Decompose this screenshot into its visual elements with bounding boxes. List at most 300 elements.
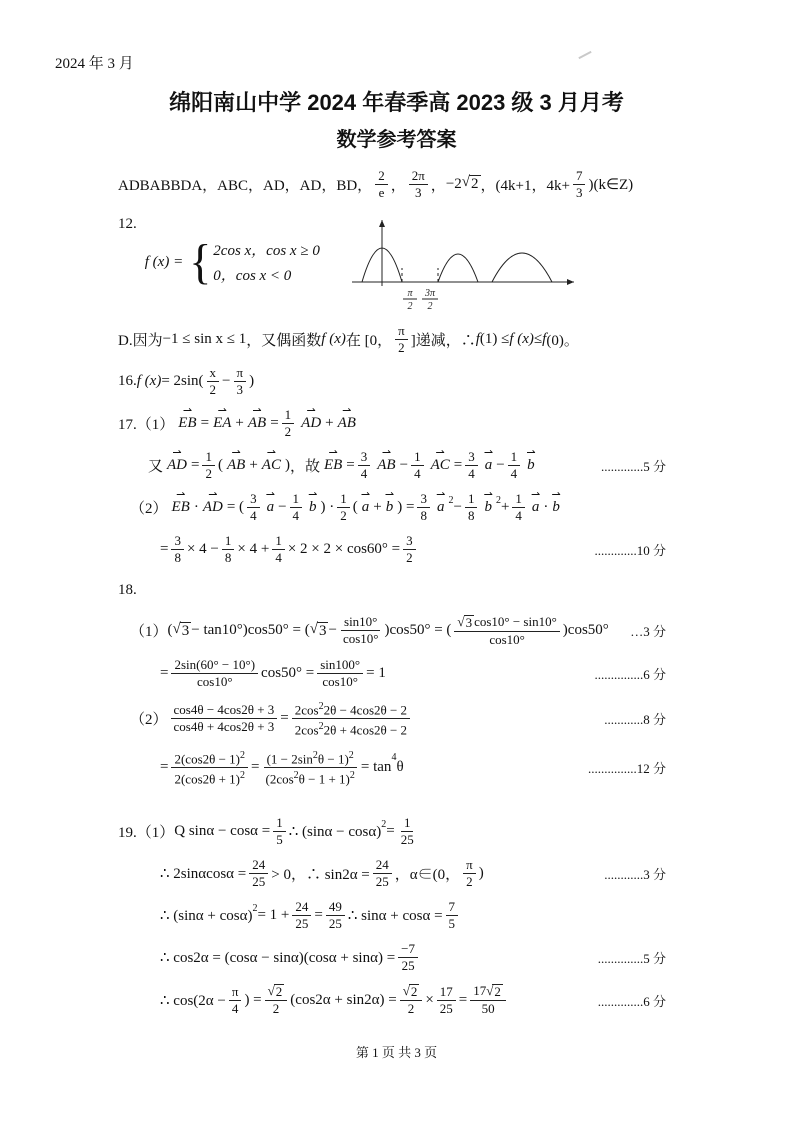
math-text: 2: [466, 874, 473, 890]
math-text: +: [235, 415, 244, 431]
denominator: [398, 832, 417, 848]
math-text: 4: [292, 508, 300, 523]
tick-label-den: 2: [407, 301, 413, 312]
fraction: [409, 168, 428, 201]
math-text: 3: [250, 491, 257, 506]
numerator: [403, 533, 416, 550]
denominator: [512, 508, 525, 524]
math-text: =: [160, 541, 169, 557]
math-text: ∴ (sinα − cosα): [288, 824, 382, 841]
fraction: [375, 168, 388, 201]
fraction: [222, 533, 235, 566]
denominator: [272, 550, 285, 566]
superscript: 2: [240, 749, 246, 761]
radicand: 3: [318, 622, 327, 639]
math-text: × 4 +: [237, 541, 270, 557]
denominator: [373, 874, 392, 890]
page-title: 绵阳南山中学 2024 年春季高 2023 级 3 月月考: [169, 90, 624, 115]
numerator: [272, 533, 285, 550]
math-text: 2θ + 4cos2θ − 2: [323, 722, 408, 738]
vector: ⇀ AC: [260, 457, 283, 474]
denominator: [479, 1001, 498, 1017]
math-text: 25: [328, 916, 342, 932]
math-text: 25: [400, 832, 414, 848]
numerator: [290, 491, 303, 508]
denominator: [171, 550, 184, 566]
radical-sign: √: [461, 174, 471, 191]
denominator: [412, 185, 425, 201]
numerator: [398, 941, 418, 958]
radical-sign: √: [309, 620, 318, 637]
radical-sign: √: [172, 620, 181, 637]
math-text: π: [466, 857, 473, 873]
math-text: 2π: [411, 168, 425, 183]
math-text: θ − 1 + 1): [298, 771, 350, 787]
fraction: [171, 702, 278, 735]
vector: ⇀ EB: [170, 499, 192, 516]
math-text: 5: [276, 832, 283, 848]
radical-sign: √: [267, 983, 275, 999]
math-italic: f (x): [136, 373, 162, 389]
denominator: [417, 508, 430, 524]
math-text: 8: [420, 508, 427, 523]
fraction: [247, 491, 260, 524]
math-text: θ − 1): [317, 750, 349, 766]
sqrt: [486, 984, 503, 1000]
numerator: [573, 168, 586, 185]
vector: ⇀ b: [525, 457, 537, 474]
math-text: sin100°: [320, 656, 361, 672]
numerator: [317, 657, 363, 674]
math-text: 7: [448, 899, 456, 915]
math-text: =: [314, 907, 323, 924]
score-mark: ..............6 分: [597, 993, 666, 1009]
math-text: ∴ sinα + cosα =: [347, 908, 443, 925]
math-text: = tan: [360, 758, 392, 775]
superscript: 2: [293, 769, 299, 781]
vector: ⇀ AB: [225, 457, 247, 474]
numerator: [465, 449, 478, 466]
vector: ⇀ a: [435, 499, 447, 516]
math-text: −: [496, 457, 505, 473]
denominator: [202, 466, 215, 482]
math-text: cos10°: [342, 631, 379, 647]
math-text: 2θ − 4cos2θ − 2: [323, 702, 408, 718]
text: ，: [480, 178, 496, 194]
math-text: 1: [284, 407, 292, 422]
radicand: 3: [181, 622, 190, 639]
q12-case-1: 2cos x，cos x ≥ 0: [213, 243, 320, 259]
math-text: ∴ 2sinαcosα =: [160, 866, 247, 883]
math-text: cos4θ − 4cos2θ + 3: [173, 702, 275, 718]
page-footer: 第 1 页 共 3 页: [355, 1045, 438, 1060]
text: ，: [430, 178, 446, 194]
math-text: 1: [403, 815, 411, 831]
fraction: [292, 699, 410, 739]
math-text: 24: [295, 899, 309, 915]
denominator: [270, 1001, 283, 1017]
sqrt: [457, 615, 474, 631]
fraction: [465, 491, 478, 524]
content: [118, 164, 666, 1017]
denominator: [399, 958, 418, 974]
formula-line: [118, 529, 666, 566]
numerator: [395, 323, 408, 340]
numerator: [446, 899, 459, 916]
numerator: [417, 491, 430, 508]
formula-line: [118, 979, 666, 1017]
math-text: cos10°: [322, 673, 358, 689]
denominator: [319, 674, 361, 690]
math-text: (: [167, 622, 173, 639]
numerator: [470, 983, 506, 1001]
fraction: [398, 941, 418, 974]
math-text: )cos50°: [562, 622, 609, 639]
math-text: ∴ (sinα + cosα): [160, 908, 253, 925]
math-text: =: [251, 758, 260, 775]
radical-sign: √: [402, 983, 410, 999]
math-text: =: [280, 710, 289, 727]
numerator: [463, 857, 476, 874]
math-text: 7: [575, 168, 583, 183]
header: [0, 0, 793, 152]
math-text: 24: [375, 857, 389, 873]
math-text: =: [160, 664, 169, 681]
radicand: 2: [494, 984, 501, 1000]
math-text: 8: [467, 508, 475, 523]
fraction: [282, 407, 295, 440]
sqrt: [403, 984, 420, 1000]
superscript: 2: [348, 749, 354, 761]
radicand: 2: [471, 176, 479, 193]
math-text: 49: [328, 899, 342, 915]
denominator: [282, 424, 295, 440]
numerator: [373, 857, 392, 874]
math-text: (1 − 2sin: [266, 750, 313, 766]
fraction: [508, 449, 521, 482]
math-text: ): [478, 865, 484, 882]
vector: ⇀ AB: [246, 415, 268, 432]
math-text: 25: [401, 958, 415, 974]
fraction: [446, 899, 459, 932]
math-text: (: [217, 457, 223, 473]
denominator: [326, 916, 345, 932]
math-text: (0)。: [546, 333, 579, 349]
math-text: ) ·: [320, 499, 335, 515]
math-text: −: [278, 499, 287, 515]
math-text: 2: [407, 1001, 415, 1017]
math-text: 2: [205, 466, 212, 481]
math-text: 4: [360, 466, 368, 481]
tick-label-num: π: [407, 288, 413, 299]
vector: ⇀ AB: [375, 457, 397, 474]
denominator: [292, 916, 311, 932]
numerator: [247, 491, 260, 508]
math-text: 5: [448, 916, 456, 932]
denominator: [437, 1001, 456, 1017]
denominator: [194, 674, 236, 690]
fraction: [400, 983, 423, 1017]
denominator: [465, 508, 478, 524]
denominator: [573, 185, 586, 201]
numerator: [337, 491, 350, 508]
math-text: e: [378, 185, 385, 200]
vector: ⇀ b: [307, 499, 319, 516]
math-text: 2: [272, 1001, 280, 1017]
vector: ⇀ EB: [322, 457, 344, 474]
fraction: [262, 748, 357, 788]
tick-label2-den: 2: [427, 301, 433, 312]
formula-line: [118, 853, 666, 890]
formula-line: [118, 610, 666, 648]
numerator: [249, 857, 268, 874]
radical-sign: √: [486, 983, 494, 999]
superscript: 2: [495, 495, 501, 506]
fraction: [398, 815, 417, 848]
radical-sign: √: [457, 614, 465, 629]
math-text: −: [453, 499, 462, 515]
fraction: [171, 748, 248, 788]
math-text: ): [249, 373, 255, 389]
math-italic: f (x): [321, 331, 346, 347]
math-text: +: [249, 457, 258, 473]
fraction: [290, 491, 303, 524]
vector: ⇀ AD: [201, 499, 225, 516]
numerator: [171, 748, 248, 768]
vector: ⇀ a: [530, 499, 542, 516]
math-text: sin10°: [344, 614, 378, 630]
math-text: π: [398, 323, 405, 338]
denominator: [337, 508, 350, 524]
text: 又: [148, 459, 164, 475]
fraction: [373, 857, 392, 890]
denominator: [508, 466, 521, 482]
fraction: [470, 983, 506, 1017]
math-text: 1: [340, 491, 347, 506]
math-text: −7: [401, 941, 415, 957]
math-text: = 1 +: [257, 907, 290, 924]
score-mark: ............3 分: [604, 867, 666, 883]
math-text: =: [160, 758, 169, 775]
text: ADBABBDA，ABC，AD，AD，BD，: [118, 178, 373, 194]
numerator: [207, 365, 220, 382]
math-text: π: [236, 365, 244, 380]
formula-line: [118, 164, 666, 201]
fraction: [463, 857, 476, 890]
denominator: [290, 508, 303, 524]
denominator: [446, 916, 459, 932]
fraction: [454, 614, 559, 648]
math-text: ): [284, 457, 290, 473]
math-text: 2(cos2θ − 1): [174, 750, 241, 766]
vector: ⇀ b: [384, 499, 396, 516]
math-text: 50: [481, 1001, 495, 1017]
fraction: [465, 449, 478, 482]
math-text: ) =: [397, 499, 415, 515]
math-text: 1: [205, 449, 212, 464]
denominator: [273, 832, 286, 848]
math-text: ) =: [244, 991, 262, 1008]
formula-line: [118, 895, 666, 932]
q12-number: 12.: [118, 216, 137, 232]
text: 在 [0，: [345, 333, 393, 349]
denominator: [411, 466, 424, 482]
numerator: [273, 815, 286, 832]
text: 17.（1）: [118, 417, 175, 433]
text: ]递减，∴: [410, 333, 476, 349]
math-text: − tan10°)cos50° = (: [191, 622, 310, 639]
math-text: > 0，∴ sin2α =: [271, 867, 370, 884]
text: （2）: [130, 501, 168, 517]
fraction: [292, 899, 311, 932]
vector: ⇀ AB: [336, 415, 358, 432]
score-mark: ...............12 分: [587, 760, 666, 776]
x-axis-arrow: [567, 279, 574, 285]
math-text: =: [453, 457, 463, 473]
math-text: 2cos: [294, 702, 319, 718]
numerator: [409, 168, 428, 185]
superscript: 2: [318, 700, 324, 712]
math-text: 8: [224, 550, 232, 565]
formula-line: [118, 811, 666, 848]
math-text: 17: [439, 983, 453, 999]
score-mark: ............8 分: [604, 712, 666, 728]
math-text: = 2sin(: [161, 373, 204, 389]
superscript: 2: [349, 769, 355, 781]
denominator: [403, 550, 416, 566]
radicand: 2: [275, 984, 283, 1000]
radicand: 3: [465, 615, 473, 630]
formula-line: [118, 653, 666, 690]
numerator: [202, 449, 215, 466]
vector: ⇀ a: [483, 457, 495, 474]
denominator: [229, 1001, 242, 1017]
sqrt: [310, 622, 329, 640]
math-text: −: [399, 457, 409, 473]
numerator: [171, 657, 258, 674]
math-text: = (: [226, 499, 245, 515]
math-text: x: [209, 365, 217, 380]
math-text: 1: [515, 491, 522, 506]
numerator: [234, 365, 247, 382]
math-text: 2: [406, 550, 413, 565]
math-text: +: [325, 415, 334, 431]
math-text: ∴ cos2α = (cosα − sinα)(cosα + sinα) =: [160, 950, 396, 967]
score-mark: ..............5 分: [597, 951, 666, 967]
sqrt: [462, 175, 481, 193]
formula-line: [118, 403, 666, 440]
math-text: 1: [414, 449, 421, 464]
math-text: −2: [445, 176, 462, 192]
numerator: [341, 614, 380, 631]
denominator: [465, 466, 478, 482]
text: 18.: [118, 581, 137, 598]
fraction: [317, 657, 363, 690]
math-italic: f: [542, 331, 547, 347]
numerator: [229, 984, 242, 1001]
vector: ⇀ a: [360, 499, 372, 516]
solution-lines: [118, 319, 666, 1017]
math-text: 4: [250, 508, 257, 523]
fraction: [171, 533, 184, 566]
math-text: 2sin(60° − 10°): [174, 656, 256, 672]
numerator: [454, 614, 559, 632]
superscript: 2: [448, 495, 454, 506]
fraction: [249, 857, 268, 890]
math-text: 25: [252, 874, 266, 890]
denominator: [249, 874, 268, 890]
formula-line: [118, 319, 666, 356]
math-text: −: [328, 622, 337, 639]
fraction: [229, 984, 242, 1017]
fraction: [358, 449, 371, 482]
answers-section: [118, 164, 666, 201]
math-text: (1) ≤: [479, 331, 510, 347]
numerator: [375, 168, 388, 185]
math-italic: f: [475, 331, 480, 347]
formula-line: [118, 487, 666, 524]
denominator: [395, 340, 408, 356]
text: （1）: [130, 624, 168, 641]
math-text: =: [270, 415, 279, 431]
fraction: [403, 533, 416, 566]
math-text: 25: [375, 874, 389, 890]
math-text: θ: [396, 758, 404, 775]
q12-cases: [213, 239, 320, 285]
math-text: 1: [276, 815, 283, 831]
numerator: [171, 702, 278, 719]
denominator: [405, 1001, 418, 1017]
math-text: 3: [174, 533, 181, 548]
math-text: 3: [406, 533, 413, 548]
denominator: [171, 719, 278, 735]
math-text: 2: [284, 424, 292, 439]
tick-label2-num: 3π: [424, 288, 435, 299]
q12-function: f (x) =: [144, 253, 184, 270]
vector: ⇀ EA: [211, 415, 233, 432]
math-text: 4: [510, 466, 518, 481]
fraction: [207, 365, 220, 398]
math-italic: f (x): [509, 331, 534, 347]
numerator: [400, 983, 423, 1001]
math-text: )(k∈Z): [588, 177, 634, 193]
math-text: −1 ≤ sin x ≤ 1: [162, 331, 247, 347]
math-text: cos10°: [196, 673, 233, 689]
fraction: [337, 491, 350, 524]
math-text: (2cos: [265, 771, 294, 787]
text: （2）: [130, 712, 168, 729]
denominator: [376, 185, 388, 201]
numerator: [264, 748, 357, 768]
math-text: cos10° − sin10°: [474, 614, 557, 629]
math-text: 4: [468, 466, 475, 481]
page-subtitle: 数学参考答案: [336, 129, 457, 151]
denominator: [262, 768, 357, 787]
superscript: 4: [391, 751, 397, 763]
date: 2024 年 3 月: [55, 56, 134, 72]
vector: ⇀ a: [265, 499, 277, 516]
denominator: [340, 631, 382, 647]
math-text: +: [500, 499, 510, 515]
math-text: 2: [398, 340, 405, 355]
math-text: ，α∈(0，: [394, 867, 461, 884]
denominator: [171, 768, 248, 787]
text: D.因为: [118, 333, 163, 349]
math-text: 25: [295, 916, 309, 932]
fraction: [234, 365, 247, 398]
fraction: [417, 491, 430, 524]
score-mark: .............10 分: [594, 543, 666, 558]
